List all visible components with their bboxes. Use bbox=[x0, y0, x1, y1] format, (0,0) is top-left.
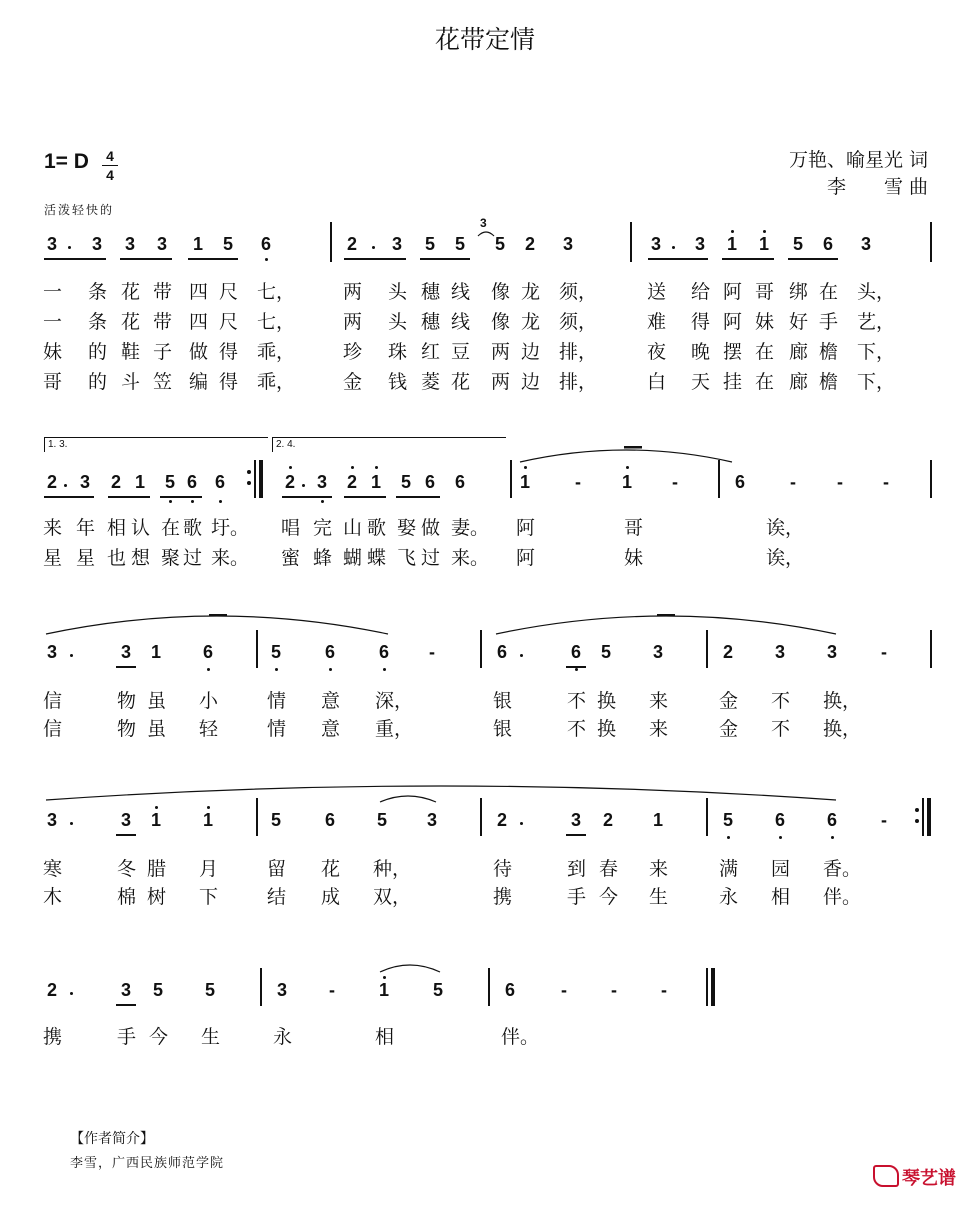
lyric-char: 情 bbox=[267, 718, 287, 740]
lyric-char: 下 bbox=[199, 886, 219, 908]
note: 2 bbox=[524, 234, 536, 254]
lyric-char: 种， bbox=[373, 858, 412, 880]
note: 3 bbox=[391, 234, 403, 254]
lyric-char: 星 bbox=[76, 547, 96, 569]
lyric-char: 手 bbox=[117, 1026, 137, 1048]
lyric-char: 边 bbox=[521, 341, 541, 363]
lyric-char: 一 bbox=[43, 281, 63, 303]
lyric-char: 须， bbox=[559, 311, 598, 333]
lyric-char: 冬 bbox=[117, 858, 137, 880]
note: 3 bbox=[79, 472, 91, 492]
note: 6 bbox=[324, 642, 336, 662]
note: 3 bbox=[156, 234, 168, 254]
lyric-char: 待 bbox=[493, 858, 513, 880]
lyric-char: 龙 bbox=[521, 281, 541, 303]
note: 1 bbox=[519, 472, 531, 492]
lyric-char: 编 bbox=[189, 371, 209, 393]
lyric-char: 留 bbox=[267, 858, 287, 880]
note: 2 bbox=[346, 472, 358, 492]
lyric-char: 双， bbox=[373, 886, 412, 908]
lyric-char: 完 bbox=[313, 517, 333, 539]
note: - bbox=[329, 980, 335, 1000]
lyric-char: 相 bbox=[375, 1026, 395, 1048]
note: 3 bbox=[46, 234, 58, 254]
lyric-char: 的 bbox=[88, 341, 108, 363]
note: - bbox=[611, 980, 617, 1000]
lyric-char: 金 bbox=[719, 690, 739, 712]
slur-arc bbox=[380, 965, 440, 972]
note: 3 bbox=[860, 234, 872, 254]
lyric-char: 园 bbox=[771, 858, 791, 880]
note: 6 bbox=[202, 642, 214, 662]
lyric-char: 做 bbox=[189, 341, 209, 363]
note: 6 bbox=[378, 642, 390, 662]
lyric-char: 来。 bbox=[451, 547, 490, 569]
lyric-char: 一 bbox=[43, 311, 63, 333]
lyric-char: 妹 bbox=[624, 547, 644, 569]
note: 1 bbox=[134, 472, 146, 492]
lyric-char: 腊 bbox=[147, 858, 167, 880]
lyric-char: 伴。 bbox=[823, 886, 862, 908]
note: - bbox=[790, 472, 796, 492]
author-intro-body: 李雪，广西民族师范学院 bbox=[70, 1156, 225, 1171]
lyric-char: 檐 bbox=[819, 341, 839, 363]
composer-credit: 李 雪 曲 bbox=[826, 176, 928, 198]
note: 5 bbox=[270, 642, 282, 662]
note: 6 bbox=[822, 234, 834, 254]
note: - bbox=[575, 472, 581, 492]
note: 6 bbox=[774, 810, 786, 830]
lyric-char: 物 bbox=[117, 690, 137, 712]
volta-label: 1. 3. bbox=[48, 439, 68, 450]
author-intro-heading: 【作者简介】 bbox=[70, 1131, 154, 1147]
lyric-char: 相 bbox=[107, 517, 127, 539]
lyric-char: 来 bbox=[43, 517, 63, 539]
note: 3 bbox=[120, 980, 132, 1000]
lyric-char: 棉 bbox=[117, 886, 137, 908]
note: 5 bbox=[494, 234, 506, 254]
lyric-char: 今 bbox=[599, 886, 619, 908]
lyric-char: 诶， bbox=[766, 547, 805, 569]
note: 3 bbox=[426, 810, 438, 830]
lyric-char: 山 bbox=[343, 517, 363, 539]
note: 6 bbox=[186, 472, 198, 492]
lyric-char: 廊 bbox=[789, 341, 809, 363]
lyric-char: 物 bbox=[117, 718, 137, 740]
lyric-char: 换， bbox=[823, 690, 862, 712]
lyric-char: 下， bbox=[857, 371, 896, 393]
lyric-char: 飞 bbox=[397, 547, 417, 569]
lyric-char: 歌 bbox=[367, 517, 387, 539]
volta-label: 2. 4. bbox=[276, 439, 296, 450]
lyric-char: 挂 bbox=[723, 371, 743, 393]
lyric-char: 来。 bbox=[211, 547, 250, 569]
tenuto-mark bbox=[657, 614, 675, 617]
lyric-char: 钱 bbox=[388, 371, 408, 393]
note: 1 bbox=[192, 234, 204, 254]
time-sig-bottom: 4 bbox=[106, 167, 114, 183]
lyric-char: 檐 bbox=[819, 371, 839, 393]
note: 3 bbox=[46, 642, 58, 662]
lyric-char: 在 bbox=[755, 341, 775, 363]
lyric-char: 树 bbox=[147, 886, 167, 908]
lyric-char: 满 bbox=[719, 858, 739, 880]
note: - bbox=[881, 642, 887, 662]
lyric-char: 笠 bbox=[153, 371, 173, 393]
note: - bbox=[661, 980, 667, 1000]
lyric-char: 乖， bbox=[257, 341, 296, 363]
page-title: 花带定情 bbox=[434, 25, 535, 54]
slur-arc bbox=[478, 232, 494, 236]
note: - bbox=[883, 472, 889, 492]
lyric-char: 乖， bbox=[257, 371, 296, 393]
note: 1 bbox=[370, 472, 382, 492]
note: 3 bbox=[276, 980, 288, 1000]
lyric-char: 做 bbox=[421, 517, 441, 539]
lyric-char: 须， bbox=[559, 281, 598, 303]
note: 1 bbox=[652, 810, 664, 830]
note: 5 bbox=[270, 810, 282, 830]
note: 3 bbox=[694, 234, 706, 254]
note: 6 bbox=[214, 472, 226, 492]
lyric-char: 送 bbox=[647, 281, 667, 303]
note: 1 bbox=[378, 980, 390, 1000]
lyric-char: 晚 bbox=[691, 341, 711, 363]
lyric-char: 龙 bbox=[521, 311, 541, 333]
lyric-char: 鞋 bbox=[121, 341, 141, 363]
time-sig-top: 4 bbox=[106, 148, 114, 164]
slur-arc bbox=[380, 796, 436, 802]
note: 2 bbox=[496, 810, 508, 830]
lyric-char: 换 bbox=[597, 718, 617, 740]
lyric-char: 妹 bbox=[755, 311, 775, 333]
lyricist-credit: 万艳、喻星光 词 bbox=[788, 149, 928, 171]
lyric-char: 换， bbox=[823, 718, 862, 740]
lyric-char: 信 bbox=[43, 718, 63, 740]
note: 1 bbox=[150, 810, 162, 830]
lyric-char: 妻。 bbox=[451, 517, 490, 539]
note: 2 bbox=[46, 472, 58, 492]
lyric-char: 哥 bbox=[43, 371, 63, 393]
lyric-char: 手 bbox=[567, 886, 587, 908]
lyric-char: 得 bbox=[691, 311, 711, 333]
lyric-char: 银 bbox=[493, 690, 513, 712]
lyric-char: 银 bbox=[493, 718, 513, 740]
lyric-char: 重， bbox=[375, 718, 414, 740]
lyric-char: 唱 bbox=[281, 517, 301, 539]
lyric-char: 圩。 bbox=[211, 517, 250, 539]
lyric-char: 深， bbox=[375, 690, 414, 712]
lyric-char: 意 bbox=[321, 718, 341, 740]
lyric-char: 珠 bbox=[388, 341, 408, 363]
lyric-char: 生 bbox=[649, 886, 669, 908]
note: - bbox=[837, 472, 843, 492]
note: 1 bbox=[726, 234, 738, 254]
lyric-char: 虽 bbox=[147, 718, 167, 740]
lyric-char: 带 bbox=[153, 281, 173, 303]
lyric-char: 金 bbox=[719, 718, 739, 740]
lyric-char: 珍 bbox=[343, 341, 363, 363]
lyric-char: 像 bbox=[491, 281, 511, 303]
note: 5 bbox=[432, 980, 444, 1000]
lyric-char: 成 bbox=[321, 886, 341, 908]
note: 3 bbox=[650, 234, 662, 254]
lyric-char: 阿 bbox=[723, 311, 743, 333]
lyric-char: 不 bbox=[567, 718, 587, 740]
lyric-char: 穗 bbox=[421, 281, 441, 303]
lyric-char: 蜜 bbox=[281, 547, 301, 569]
lyric-char: 线 bbox=[451, 281, 471, 303]
lyric-char: 线 bbox=[451, 311, 471, 333]
lyric-char: 夜 bbox=[647, 341, 667, 363]
lyric-char: 携 bbox=[493, 886, 513, 908]
lyric-char: 阿 bbox=[516, 517, 536, 539]
lyric-char: 红 bbox=[421, 341, 441, 363]
lyric-char: 诶， bbox=[766, 517, 805, 539]
note: 5 bbox=[600, 642, 612, 662]
lyric-char: 尺 bbox=[219, 281, 239, 303]
lyric-char: 排， bbox=[559, 341, 598, 363]
lyric-char: 歌 bbox=[183, 517, 203, 539]
note: 2 bbox=[602, 810, 614, 830]
lyric-char: 两 bbox=[491, 371, 511, 393]
lyric-char: 蝴 bbox=[343, 547, 363, 569]
note: 5 bbox=[792, 234, 804, 254]
lyric-char: 蜂 bbox=[313, 547, 333, 569]
qinyipu-logo-icon bbox=[873, 1165, 899, 1187]
lyric-char: 来 bbox=[649, 690, 669, 712]
tenuto-mark bbox=[624, 446, 642, 449]
lyric-char: 花 bbox=[451, 371, 471, 393]
lyric-char: 斗 bbox=[121, 371, 141, 393]
note: 5 bbox=[424, 234, 436, 254]
lyric-char: 情 bbox=[267, 690, 287, 712]
note: 3 bbox=[316, 472, 328, 492]
note: 6 bbox=[504, 980, 516, 1000]
lyric-char: 穗 bbox=[421, 311, 441, 333]
lyric-char: 难 bbox=[647, 311, 667, 333]
lyric-char: 七， bbox=[257, 311, 296, 333]
note: 3 bbox=[46, 810, 58, 830]
note: 6 bbox=[826, 810, 838, 830]
slur-arc bbox=[46, 786, 836, 800]
note: 1 bbox=[758, 234, 770, 254]
lyric-char: 尺 bbox=[219, 311, 239, 333]
note: 2 bbox=[110, 472, 122, 492]
lyric-char: 头， bbox=[857, 281, 896, 303]
grace-note: 3 bbox=[480, 216, 487, 230]
lyric-char: 春 bbox=[599, 858, 619, 880]
lyric-char: 头 bbox=[388, 311, 408, 333]
note: 6 bbox=[496, 642, 508, 662]
note: 5 bbox=[164, 472, 176, 492]
lyric-char: 摆 bbox=[723, 341, 743, 363]
lyric-char: 香。 bbox=[823, 858, 862, 880]
lyric-char: 艺， bbox=[857, 311, 896, 333]
lyric-char: 带 bbox=[153, 311, 173, 333]
note: 2 bbox=[46, 980, 58, 1000]
lyric-char: 在 bbox=[755, 371, 775, 393]
lyric-char: 两 bbox=[343, 281, 363, 303]
lyric-char: 认 bbox=[131, 517, 151, 539]
note: - bbox=[672, 472, 678, 492]
lyric-char: 手 bbox=[819, 311, 839, 333]
lyric-char: 白 bbox=[647, 371, 667, 393]
lyric-char: 过 bbox=[183, 547, 203, 569]
lyric-char: 阿 bbox=[723, 281, 743, 303]
note: - bbox=[881, 810, 887, 830]
lyric-char: 像 bbox=[491, 311, 511, 333]
note: 3 bbox=[124, 234, 136, 254]
lyric-char: 给 bbox=[691, 281, 711, 303]
watermark-text: 琴艺谱 bbox=[902, 1168, 956, 1189]
lyric-char: 过 bbox=[421, 547, 441, 569]
note: 6 bbox=[734, 472, 746, 492]
lyric-char: 得 bbox=[219, 341, 239, 363]
note: 6 bbox=[260, 234, 272, 254]
lyric-char: 永 bbox=[719, 886, 739, 908]
note: 3 bbox=[570, 810, 582, 830]
slur-arc bbox=[46, 616, 388, 634]
lyric-char: 下， bbox=[857, 341, 896, 363]
lyric-char: 条 bbox=[88, 311, 108, 333]
lyric-char: 阿 bbox=[516, 547, 536, 569]
lyric-char: 四 bbox=[189, 281, 209, 303]
lyric-char: 携 bbox=[43, 1026, 63, 1048]
lyric-char: 伴。 bbox=[501, 1026, 540, 1048]
note: 3 bbox=[120, 642, 132, 662]
lyric-char: 寒 bbox=[43, 858, 63, 880]
lyric-char: 也 bbox=[107, 547, 127, 569]
note: 5 bbox=[722, 810, 734, 830]
lyric-char: 月 bbox=[199, 858, 219, 880]
note: 5 bbox=[152, 980, 164, 1000]
note: 5 bbox=[454, 234, 466, 254]
lyric-char: 木 bbox=[43, 886, 63, 908]
lyric-char: 不 bbox=[771, 690, 791, 712]
lyric-char: 信 bbox=[43, 690, 63, 712]
slur-arc bbox=[520, 450, 732, 462]
note: 3 bbox=[120, 810, 132, 830]
note: 3 bbox=[774, 642, 786, 662]
note: 2 bbox=[284, 472, 296, 492]
lyric-char: 子 bbox=[153, 341, 173, 363]
note: 1 bbox=[202, 810, 214, 830]
watermark bbox=[873, 1164, 956, 1190]
lyric-char: 两 bbox=[343, 311, 363, 333]
lyric-char: 天 bbox=[691, 371, 711, 393]
lyric-char: 的 bbox=[88, 371, 108, 393]
lyric-char: 廊 bbox=[789, 371, 809, 393]
note: - bbox=[561, 980, 567, 1000]
lyric-char: 今 bbox=[149, 1026, 169, 1048]
note: 5 bbox=[222, 234, 234, 254]
note: 1 bbox=[150, 642, 162, 662]
lyric-char: 娶 bbox=[397, 517, 417, 539]
lyric-char: 在 bbox=[819, 281, 839, 303]
lyric-char: 豆 bbox=[451, 341, 471, 363]
note: 5 bbox=[400, 472, 412, 492]
lyric-char: 哥 bbox=[624, 517, 644, 539]
lyric-char: 得 bbox=[219, 371, 239, 393]
note: - bbox=[429, 642, 435, 662]
lyric-char: 绑 bbox=[789, 281, 809, 303]
tenuto-mark bbox=[209, 614, 227, 617]
lyric-char: 菱 bbox=[421, 371, 441, 393]
note: 3 bbox=[826, 642, 838, 662]
lyric-char: 来 bbox=[649, 858, 669, 880]
lyric-char: 花 bbox=[121, 311, 141, 333]
lyric-char: 四 bbox=[189, 311, 209, 333]
note: 2 bbox=[722, 642, 734, 662]
lyric-char: 年 bbox=[76, 517, 96, 539]
lyric-char: 两 bbox=[491, 341, 511, 363]
lyric-char: 生 bbox=[201, 1026, 221, 1048]
lyric-char: 不 bbox=[567, 690, 587, 712]
lyric-char: 好 bbox=[789, 311, 809, 333]
note: 6 bbox=[570, 642, 582, 662]
note: 5 bbox=[376, 810, 388, 830]
lyric-char: 意 bbox=[321, 690, 341, 712]
lyric-char: 边 bbox=[521, 371, 541, 393]
lyric-char: 虽 bbox=[147, 690, 167, 712]
note: 1 bbox=[621, 472, 633, 492]
lyric-char: 不 bbox=[771, 718, 791, 740]
note: 3 bbox=[652, 642, 664, 662]
lyric-char: 花 bbox=[321, 858, 341, 880]
lyric-char: 排， bbox=[559, 371, 598, 393]
lyric-char: 聚 bbox=[161, 547, 181, 569]
lyric-char: 在 bbox=[161, 517, 181, 539]
lyric-char: 妹 bbox=[43, 341, 63, 363]
note: 3 bbox=[562, 234, 574, 254]
lyric-char: 头 bbox=[388, 281, 408, 303]
lyric-char: 星 bbox=[43, 547, 63, 569]
lyric-char: 轻 bbox=[199, 718, 219, 740]
note: 2 bbox=[346, 234, 358, 254]
lyric-char: 到 bbox=[567, 858, 587, 880]
tempo-marking: 活泼轻快的 bbox=[44, 203, 115, 217]
lyric-char: 条 bbox=[88, 281, 108, 303]
lyric-char: 哥 bbox=[755, 281, 775, 303]
key-signature: 1= D bbox=[44, 150, 89, 173]
lyric-char: 换 bbox=[597, 690, 617, 712]
note: 5 bbox=[204, 980, 216, 1000]
lyric-char: 七， bbox=[257, 281, 296, 303]
lyric-char: 来 bbox=[649, 718, 669, 740]
slur-arc bbox=[496, 616, 836, 634]
lyric-char: 结 bbox=[267, 886, 287, 908]
note: 3 bbox=[91, 234, 103, 254]
lyric-char: 金 bbox=[343, 371, 363, 393]
note: 6 bbox=[324, 810, 336, 830]
lyric-char: 想 bbox=[131, 547, 151, 569]
lyric-char: 永 bbox=[273, 1026, 293, 1048]
note: 6 bbox=[424, 472, 436, 492]
lyric-char: 花 bbox=[121, 281, 141, 303]
note: 6 bbox=[454, 472, 466, 492]
lyric-char: 小 bbox=[199, 690, 219, 712]
lyric-char: 蝶 bbox=[367, 547, 387, 569]
lyric-char: 相 bbox=[771, 886, 791, 908]
